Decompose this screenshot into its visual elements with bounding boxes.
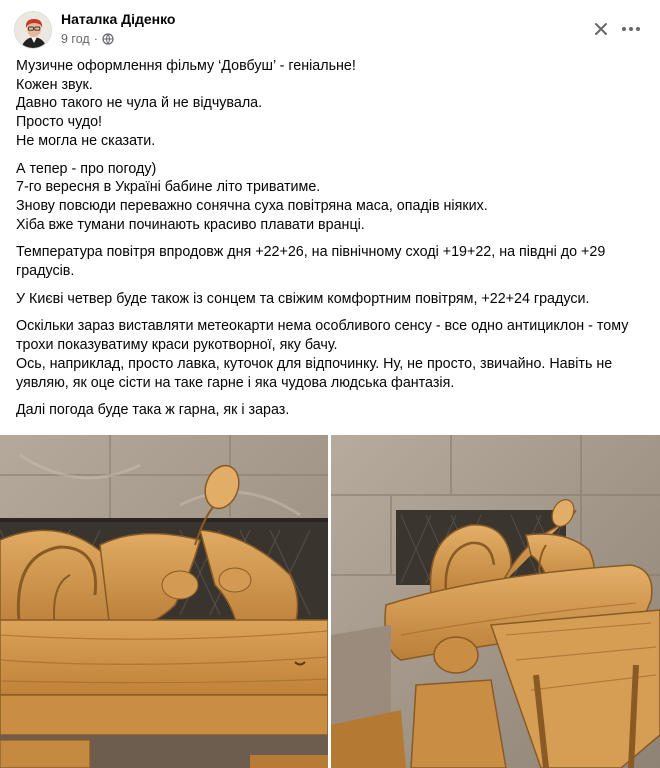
post-meta xyxy=(61,32,114,46)
post-text-line: Ось, наприклад, просто лавка, куточок для відпочинку. Ну, не просто, звичайно. Навіть не xyxy=(16,355,613,372)
post-paragraph xyxy=(16,290,648,309)
post-time[interactable]: 9 год xyxy=(61,32,90,46)
post-text-line: Хіба вже тумани починають красиво плавати вранці. xyxy=(16,216,365,233)
avatar-image xyxy=(15,12,52,49)
more-horizontal-icon xyxy=(622,27,626,31)
post-text-line: трохи показуватиму краси рукотворної, яку бачу. xyxy=(16,337,338,354)
post-text-line: уявляю, як оце сісти на таке гарне і яка чудова людська фантазія. xyxy=(16,374,455,391)
post-paragraph xyxy=(16,243,648,280)
photo-bench-front[interactable] xyxy=(0,435,328,768)
post-text-line: Далі погода буде така ж гарна, як і зараз. xyxy=(16,402,290,419)
post-text-line: Знову повсюди переважно сонячна суха повітряна маса, опадів ніяких. xyxy=(16,197,488,214)
post-text xyxy=(16,57,648,429)
post-text-line: У Києві четвер буде також із сонцем та свіжим комфортним повітрям, +22+24 градуси. xyxy=(16,290,590,307)
author-name[interactable]: Наталка Діденко xyxy=(61,11,176,27)
post-paragraph xyxy=(16,160,648,235)
post-text-line: А тепер - про погоду) xyxy=(16,160,157,177)
post-text-line: Оскільки зараз виставляти метеокарти нема особливого сенсу - все одно антициклон - тому xyxy=(16,318,629,335)
post-text-line: Не могла не сказати. xyxy=(16,132,156,149)
post-text-line: Температура повітря впродовж дня +22+26, на північному сході +19+22, на півдні до +29 xyxy=(16,244,606,261)
post-header xyxy=(0,0,660,56)
meta-separator: · xyxy=(93,32,98,46)
more-options-button[interactable] xyxy=(616,14,646,44)
post-paragraph xyxy=(16,401,648,420)
avatar[interactable] xyxy=(14,11,52,49)
post-text-line: градусів. xyxy=(16,263,75,280)
photo-bench-angle[interactable] xyxy=(331,435,660,768)
globe-icon[interactable] xyxy=(102,33,114,45)
post-text-line: Просто чудо! xyxy=(16,114,103,131)
post-text-line: Давно такого не чула й не відчувала. xyxy=(16,95,263,112)
close-button[interactable] xyxy=(586,14,616,44)
photo-grid xyxy=(0,435,660,768)
post-text-line: Музичне оформлення фільму ‘Довбуш’ - геніальне! xyxy=(16,58,356,74)
post-text-line: Кожен звук. xyxy=(16,76,93,93)
post-paragraph xyxy=(16,317,648,392)
post-paragraph xyxy=(16,57,648,151)
post-text-line: 7-го вересня в Україні бабине літо триватиме. xyxy=(16,179,321,196)
close-icon xyxy=(594,22,608,36)
